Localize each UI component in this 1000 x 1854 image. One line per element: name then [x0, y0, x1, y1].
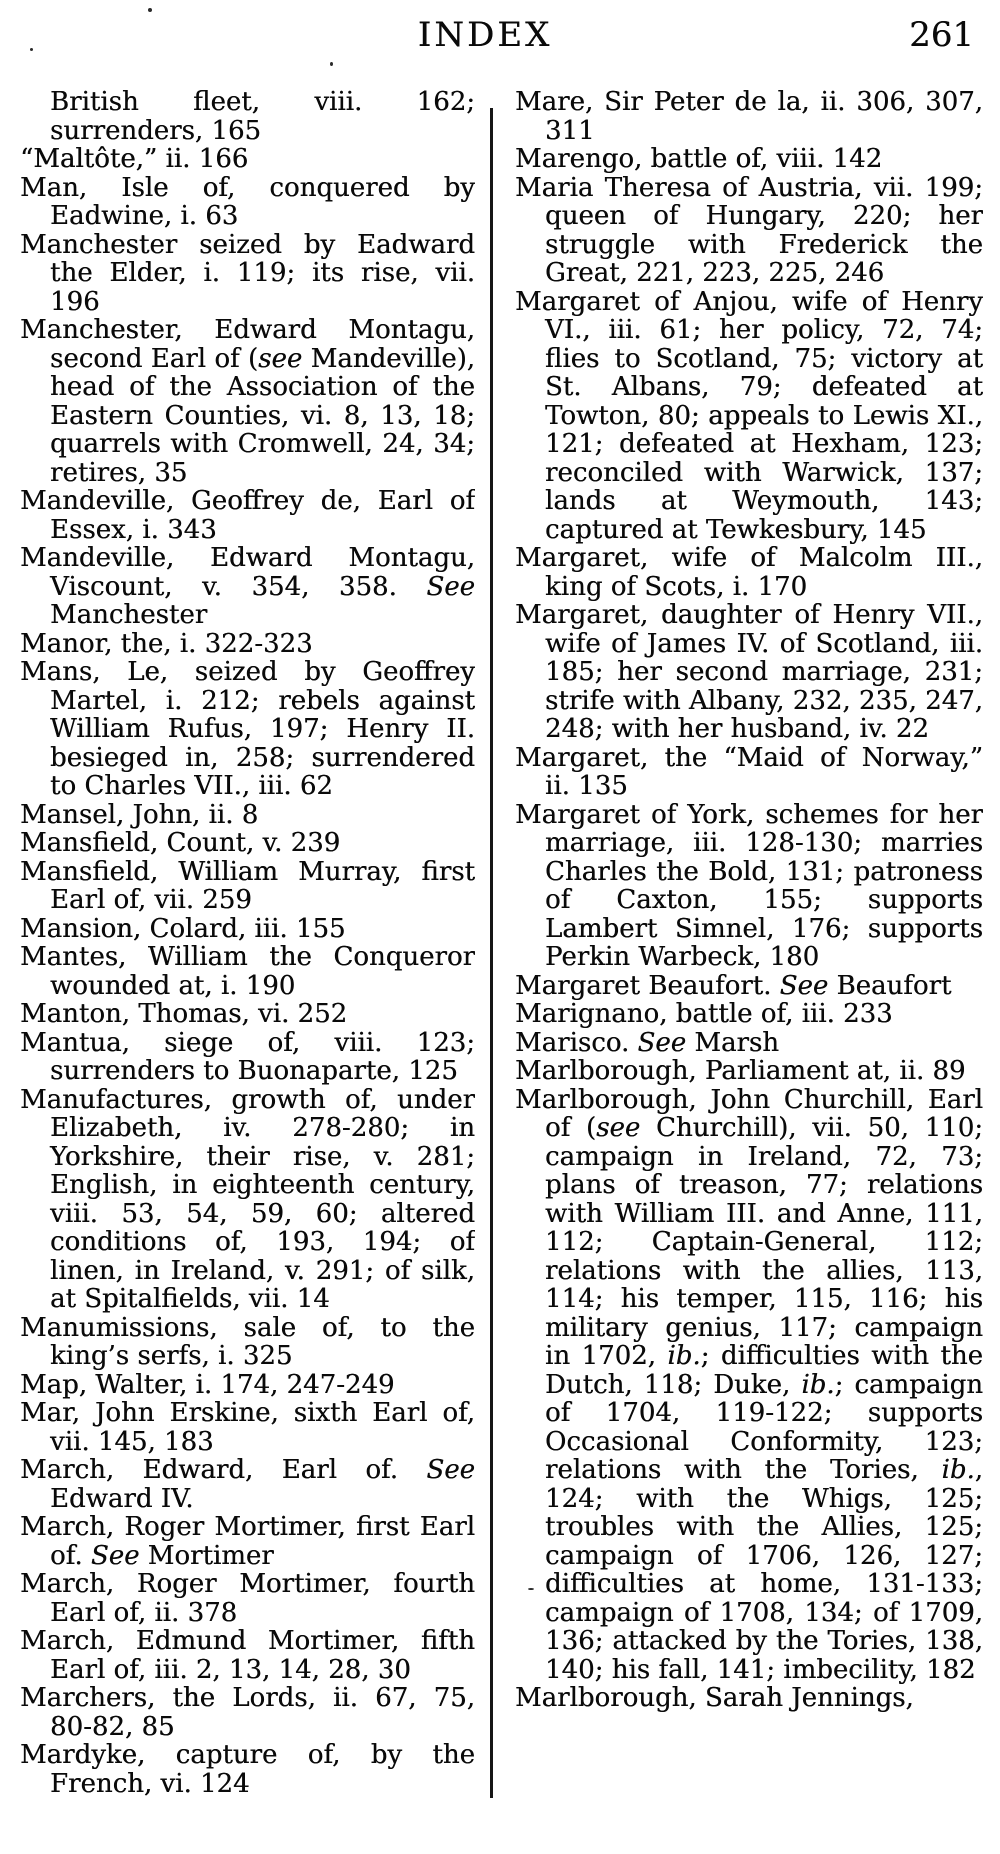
index-entry: Manufactures, growth of, under Elizabeth, iv. 278-280; in Yorkshire, their rise, v. 281; English, in eighteenth century, viii. 53, 54, 59, 60; altered conditions of, 193, 194; of linen, in Ireland, v. 291; of silk, at Spitalfields, vii. 14 — [20, 1084, 475, 1314]
cross-reference-italic: see — [258, 343, 303, 374]
index-entry: Mansel, John, ii. 8 — [20, 799, 259, 830]
index-entry: Margaret, the “Maid of Norway,” ii. 135 — [515, 742, 983, 801]
index-entry: Margaret of Anjou, wife of Henry VI., iii. 61; her policy, 72, 74; flies to Scotland, 75; victory at St. Albans, 79; defeated at Towton, 80; appeals to Lewis XI., 121; defeated at Hexham, 123; reconciled with Warwick, 137; lands at Weymouth, 143; captured at Tewkesbury, 145 — [515, 286, 983, 545]
index-entry: Mansion, Colard, iii. 155 — [20, 913, 346, 944]
cross-reference-italic: see — [596, 1113, 641, 1143]
cross-reference-italic: See — [779, 970, 829, 1001]
index-entry: Mans, Le, seized by Geoffrey Martel, i. 212; rebels against William Rufus, 197; Henry II. besieged in, 258; surrendered to Charles VII., iii. 62 — [20, 657, 475, 801]
index-entry: Mandeville, Edward Montagu, Viscount, v. 354, 358. See Manchester — [20, 543, 475, 630]
index-entry: March, Edmund Mortimer, fifth Earl of, iii. 2, 13, 14, 28, 30 — [20, 1626, 475, 1685]
index-entry: Margaret, daughter of Henry VII., wife of James IV. of Scotland, iii. 185; her second marriage, 231; strife with Albany, 232, 235, 247, 248; with her husband, iv. 22 — [515, 600, 983, 744]
index-entry: Margaret of York, schemes for her marriage, iii. 128-130; marries Charles the Bold, 131; patroness of Caxton, 155; supports Lambert Simnel, 176; supports Perkin Warbeck, 180 — [515, 799, 983, 972]
cross-reference-italic: ib. — [801, 1369, 835, 1400]
cross-reference-italic: See — [90, 1540, 140, 1571]
index-entry: Mantes, William the Conqueror wounded at, i. 190 — [20, 942, 475, 1001]
index-entry: Mansfield, Count, v. 239 — [20, 828, 341, 858]
index-entry: Marlborough, Sarah Jennings, — [515, 1683, 914, 1713]
right-column — [515, 88, 983, 1848]
index-entry: Map, Walter, i. 174, 247-249 — [20, 1369, 395, 1400]
scan-speck — [528, 1588, 534, 1590]
index-columns — [0, 88, 1000, 1848]
index-entry: Margaret, wife of Malcolm III., king of Scots, i. 170 — [515, 543, 983, 602]
index-entry: Mar, John Erskine, sixth Earl of, vii. 145, 183 — [20, 1398, 475, 1457]
index-entry: March, Roger Mortimer, fourth Earl of, ii. 378 — [20, 1569, 475, 1628]
index-entry: Marengo, battle of, viii. 142 — [515, 144, 883, 174]
cross-reference-italic: See — [426, 1455, 475, 1485]
index-entry: Mare, Sir Peter de la, ii. 306, 307, 311 — [515, 88, 983, 146]
index-entry: Manton, Thomas, vi. 252 — [20, 999, 348, 1029]
index-entry: Marisco. See Marsh — [515, 1027, 779, 1058]
index-entry: Manor, the, i. 322-323 — [20, 628, 313, 659]
index-entry: “Maltôte,” ii. 166 — [20, 144, 249, 174]
left-column — [20, 88, 475, 1848]
index-entry: Manchester seized by Eadward the Elder, i. 119; its rise, vii. 196 — [20, 229, 475, 317]
index-entry: March, Roger Mortimer, first Earl of. See Mortimer — [20, 1512, 475, 1571]
index-entry: Mantua, siege of, viii. 123; surrenders to Buonaparte, 125 — [20, 1027, 475, 1086]
index-entry: Manumissions, sale of, to the king’s serfs, i. 325 — [20, 1312, 475, 1371]
page-header — [0, 0, 1000, 60]
index-entry: Mardyke, capture of, by the French, vi. 124 — [20, 1740, 475, 1799]
cross-reference-italic: See — [637, 1027, 687, 1058]
index-entry: Marlborough, Parliament at, ii. 89 — [515, 1056, 966, 1086]
cross-reference-italic: See — [426, 571, 475, 602]
index-entry: Marlborough, John Churchill, Earl of (see Churchill), vii. 50, 110; campaign in Ireland, 72, 73; plans of treason, 77; relations with William III. and Anne, 111, 112; Captain-General, 112; relations with the allies, 113, 114; his temper, 115, 116; his military genius, 117; campaign in 1702, ib.; difficulties with the Dutch, 118; Duke, ib.; campaign of 1704, 119-122; supports Occasional Conformity, 123; relations with the Tories, ib., 124; with the Whigs, 125; troubles with the Allies, 125; campaign of 1706, 126, 127; difficulties at home, 131-133; campaign of 1708, 134; of 1709, 136; attacked by the Tories, 138, 140; his fall, 141; imbecility, 182 — [515, 1084, 983, 1685]
scan-speck — [330, 62, 333, 66]
index-entry: British fleet, viii. 162; surrenders, 165 — [50, 88, 475, 146]
index-entry: Manchester, Edward Montagu, second Earl of (see Mandeville), head of the Association of the Eastern Counties, vi. 8, 13, 18; quarrels with Cromwell, 24, 34; retires, 35 — [20, 315, 475, 488]
running-title: INDEX — [417, 15, 553, 55]
index-entry: Margaret Beaufort. See Beaufort — [515, 970, 952, 1001]
cross-reference-italic: ib. — [941, 1455, 975, 1485]
index-entry: March, Edward, Earl of. See Edward IV. — [20, 1455, 475, 1514]
index-entry: Marignano, battle of, iii. 233 — [515, 999, 893, 1029]
index-entry: Marchers, the Lords, ii. 67, 75, 80-82, 85 — [20, 1683, 475, 1742]
cross-reference-italic: ib. — [667, 1341, 701, 1371]
index-entry: Mandeville, Geoffrey de, Earl of Essex, i. 343 — [20, 486, 475, 545]
index-entry: Mansfield, William Murray, first Earl of, vii. 259 — [20, 856, 475, 915]
index-entry: Maria Theresa of Austria, vii. 199; queen of Hungary, 220; her struggle with Frederick the Great, 221, 223, 225, 246 — [515, 172, 983, 288]
column-divider-rule — [490, 108, 493, 1798]
page-number: 261 — [909, 15, 974, 55]
index-entry: Man, Isle of, conquered by Eadwine, i. 63 — [20, 172, 475, 231]
